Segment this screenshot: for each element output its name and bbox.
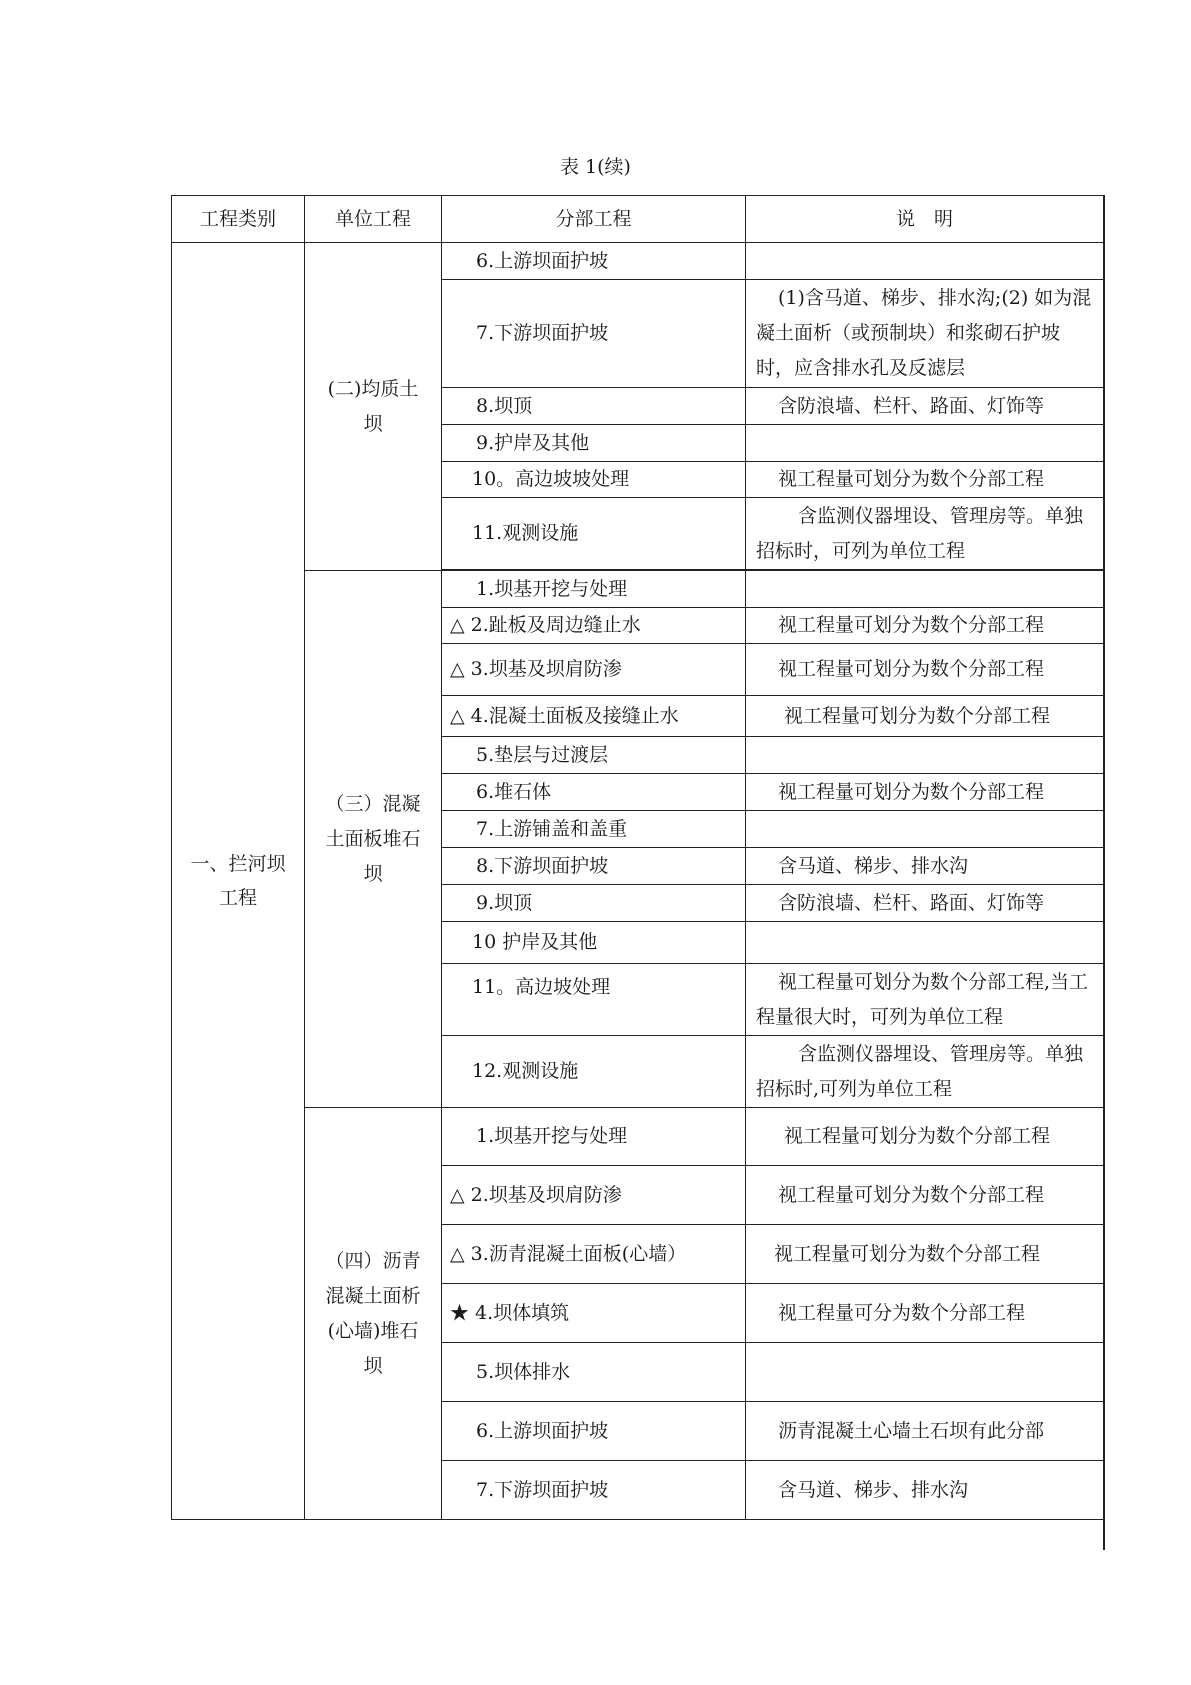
note-cell	[746, 425, 1104, 462]
category-cell	[172, 243, 305, 1520]
note-cell: 沥青混凝土心墙土石坝有此分部	[746, 1402, 1104, 1461]
note-cell: 视工程量可划分为数个分部工程	[746, 1108, 1104, 1166]
note-cell: 视工程量可划分为数个分部工程	[746, 696, 1104, 737]
note-cell: 视工程量可划分为数个分部工程	[746, 774, 1104, 811]
part-cell: △ 4.混凝土面板及接缝止水	[442, 696, 746, 737]
note-cell: 含监测仪器埋设、管理房等。单独招标时,可列为单位工程	[746, 1036, 1104, 1108]
unit-cell	[305, 1108, 442, 1520]
part-cell: 6.上游坝面护坡	[442, 1402, 746, 1461]
header-row	[172, 196, 1104, 243]
part-cell: 9.坝顶	[442, 885, 746, 922]
part-cell: 9.护岸及其他	[442, 425, 746, 462]
part-cell: 7.下游坝面护坡	[442, 280, 746, 388]
table-caption: 表 1(续)	[560, 156, 631, 178]
note-cell: 视工程量可划分为数个分部工程	[746, 1166, 1104, 1225]
division-table	[171, 195, 1104, 1520]
unit-text: (二)均质土坝	[327, 377, 419, 435]
part-cell: 11。高边坡处理	[442, 964, 746, 1036]
part-cell: 11.观测设施	[442, 498, 746, 570]
part-cell: △ 2.趾板及周边缝止水	[442, 608, 746, 644]
note-cell: 视工程量可分为数个分部工程	[746, 1284, 1104, 1343]
part-cell: 10。高边坡坡处理	[442, 462, 746, 498]
unit-cell	[305, 243, 442, 571]
part-cell: △ 2.坝基及坝肩防渗	[442, 1166, 746, 1225]
note-cell: (1)含马道、梯步、排水沟;(2) 如为混凝土面析（或预制块）和浆砌石护坡时，应含排水孔及反滤层	[746, 280, 1104, 388]
note-cell: 含防浪墙、栏杆、路面、灯饰等	[746, 388, 1104, 425]
part-cell: 12.观测设施	[442, 1036, 746, 1108]
part-cell: 1.坝基开挖与处理	[442, 571, 746, 608]
part-cell: 6.上游坝面护坡	[442, 243, 746, 280]
part-cell: 5.垫层与过渡层	[442, 737, 746, 774]
note-cell: 视工程量可划分为数个分部工程,当工程量很大时，可列为单位工程	[746, 964, 1104, 1036]
table-row	[172, 571, 1104, 608]
header-unit: 单位工程	[305, 196, 442, 243]
unit-text: （四）沥青混凝土面析(心墙)堆石坝	[325, 1249, 421, 1377]
table-row	[172, 1108, 1104, 1166]
note-cell: 含马道、梯步、排水沟	[746, 848, 1104, 885]
note-cell	[746, 922, 1104, 964]
note-cell	[746, 571, 1104, 608]
unit-cell	[305, 571, 442, 1108]
note-cell: 视工程量可划分为数个分部工程	[746, 644, 1104, 696]
note-cell	[746, 737, 1104, 774]
part-cell: 6.堆石体	[442, 774, 746, 811]
note-cell: 视工程量可划分为数个分部工程	[746, 462, 1104, 498]
part-cell: 8.坝顶	[442, 388, 746, 425]
unit-text: （三）混凝土面板堆石坝	[325, 792, 421, 885]
part-cell: ★ 4.坝体填筑	[442, 1284, 746, 1343]
table-row	[172, 243, 1104, 280]
part-cell: 7.下游坝面护坡	[442, 1461, 746, 1520]
table-double-border	[1103, 195, 1105, 1550]
note-cell: 视工程量可划分为数个分部工程	[746, 608, 1104, 644]
note-cell: 含监测仪器埋设、管理房等。单独招标时，可列为单位工程	[746, 498, 1104, 570]
note-cell	[746, 243, 1104, 280]
header-part: 分部工程	[442, 196, 746, 243]
part-cell: 7.上游铺盖和盖重	[442, 811, 746, 848]
part-cell: △ 3.坝基及坝肩防渗	[442, 644, 746, 696]
note-cell: 含马道、梯步、排水沟	[746, 1461, 1104, 1520]
part-cell: △ 3.沥青混凝土面板(心墙）	[442, 1225, 746, 1284]
note-cell	[746, 1343, 1104, 1402]
part-cell: 1.坝基开挖与处理	[442, 1108, 746, 1166]
part-cell: 5.坝体排水	[442, 1343, 746, 1402]
note-cell: 视工程量可划分为数个分部工程	[746, 1225, 1104, 1284]
note-cell: 含防浪墙、栏杆、路面、灯饰等	[746, 885, 1104, 922]
part-cell: 8.下游坝面护坡	[442, 848, 746, 885]
header-category: 工程类别	[172, 196, 305, 243]
note-cell	[746, 811, 1104, 848]
part-cell: 10 护岸及其他	[442, 922, 746, 964]
category-text: 一、拦河坝工程	[190, 853, 286, 909]
header-note: 说 明	[746, 196, 1104, 243]
